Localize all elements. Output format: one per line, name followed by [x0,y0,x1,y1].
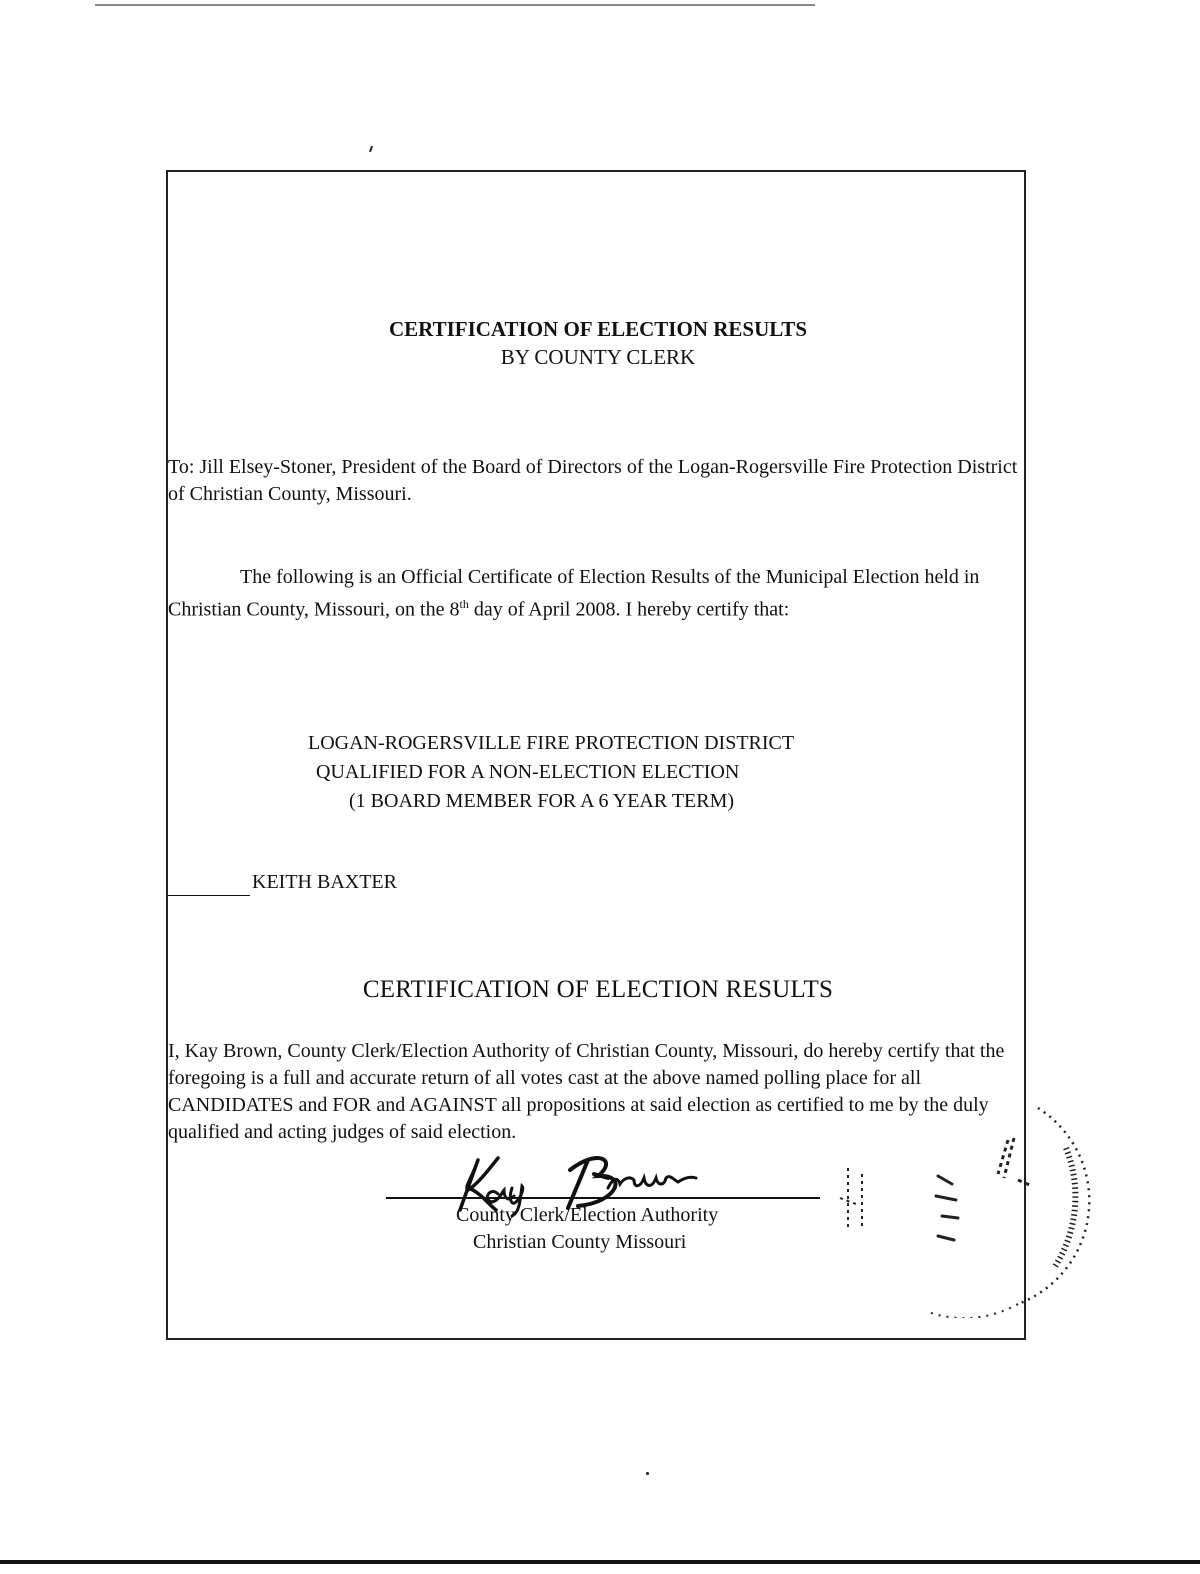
signature-title: County Clerk/Election Authority [456,1204,719,1226]
addressee-paragraph: To: Jill Elsey-Stoner, President of the Board of Directors of the Logan-Rogersville Fire Protection District of Christian County, Missouri. [168,456,1018,505]
county-seal-stamp [818,1078,1098,1318]
document-title: CERTIFICATION OF ELECTION RESULTS [388,317,807,341]
certification-heading: CERTIFICATION OF ELECTION RESULTS [362,976,834,1003]
district-name: LOGAN-ROGERSVILLE FIRE PROTECTION DISTRICT [308,732,795,754]
candidate-entry [168,868,397,896]
district-block [168,729,1028,816]
intro-text-end: day of April 2008. I hereby certify that: [468,598,790,621]
stray-mark [369,146,373,152]
stray-dot [646,1472,649,1475]
district-term: (1 BOARD MEMBER FOR A 6 YEAR TERM) [349,790,735,812]
document-subtitle: BY COUNTY CLERK [500,345,696,369]
signature-county: Christian County Missouri [473,1231,687,1253]
scan-artifact-bottom [0,1560,1200,1564]
intro-paragraph [168,564,1018,624]
intro-text-start: The following is an Official Certificate of Election Results of the Municipal Election held in Christian County, Missouri, on the 8 [168,566,980,621]
certification-paragraph: I, Kay Brown, County Clerk/Election Authority of Christian County, Missouri, do hereby certify that the foregoing is a full and accurate return of all votes cast at the above named polling place for all CANDIDATES and FOR and AGAINST all propositions at said election as certified to me by the duly qualified and acting judges of said election. [168,1040,1005,1143]
district-status: QUALIFIED FOR A NON-ELECTION ELECTION [316,761,740,783]
ordinal-suffix: th [459,597,469,611]
title-block [168,315,1028,371]
scan-artifact-top [95,4,815,6]
vote-blank-line [168,875,250,896]
candidate-name: KEITH BAXTER [252,871,397,893]
